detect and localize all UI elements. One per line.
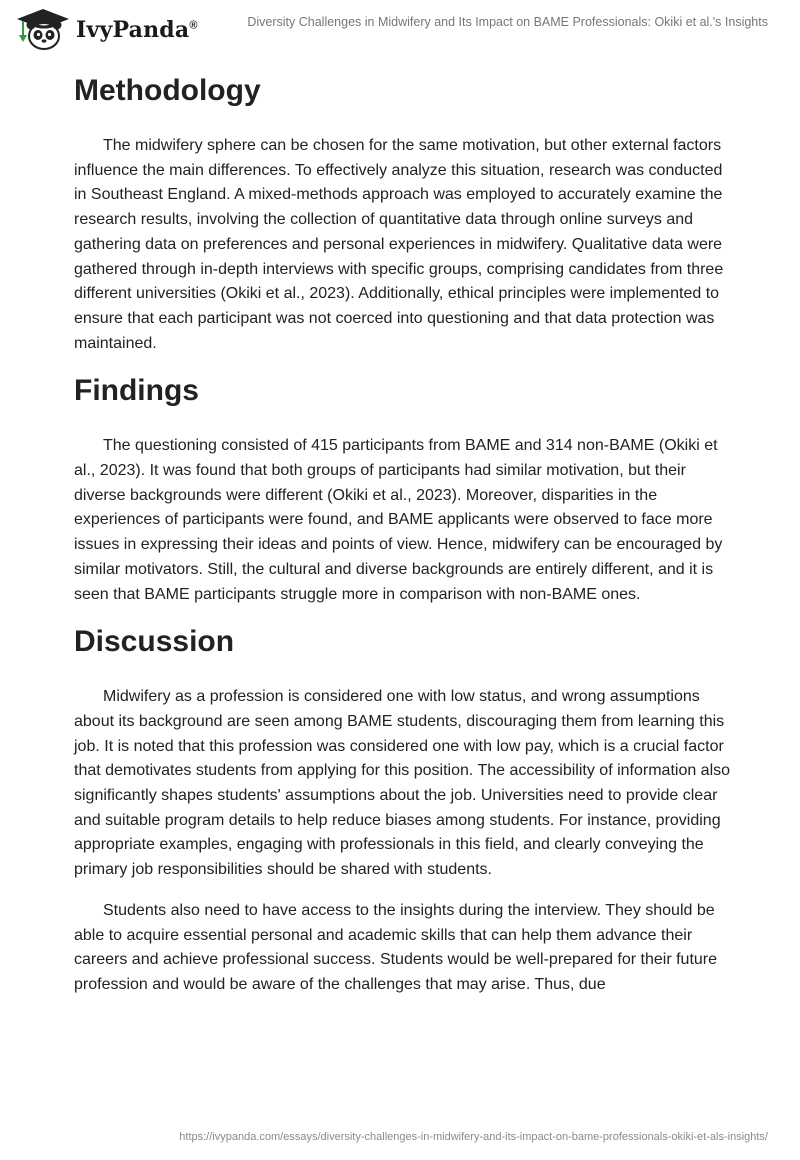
section-heading: Discussion (74, 625, 235, 659)
source-url[interactable]: https://ivypanda.com/essays/diversity-challenges-in-midwifery-and-its-impact-on-bame-professionals-okiki-et-als-insights/ (179, 1131, 768, 1143)
document-title: Diversity Challenges in Midwifery and Its Impact on BAME Professionals: Okiki et al.'s Insights (247, 15, 768, 29)
registered-mark: ® (189, 19, 198, 32)
paragraph: Midwifery as a profession is considered one with low status, and wrong assumptions about its background are seen among BAME students, discouraging them from learning this job. It is noted that this profession was considered one with low pay, which is a crucial factor that demotivates students from applying for this position. The accessibility of information also significantly shapes students' assumptions about the job. Universities need to provide clear and suitable program details to help reduce biases among students. For instance, providing appropriate examples, engaging with professionals in this field, and clearly conveying the primary job responsibilities should be shared with students. (74, 688, 731, 879)
page-header (0, 0, 800, 60)
paragraph: The questioning consisted of 415 participants from BAME and 314 non-BAME (Okiki et al., 2023). It was found that both groups of participants had similar motivation, but their diverse backgrounds were different (Okiki et al., 2023). Moreover, disparities in the experiences of participants were found, and BAME applicants were observed to face more issues in expressing their ideas and points of view. Hence, midwifery can be encouraged by similar motivators. Still, the cultural and diverse backgrounds are entirely different, and it is seen that BAME participants struggle more in comparison with non-BAME ones. (74, 437, 723, 603)
essay-body (74, 68, 734, 998)
section-methodology (74, 68, 734, 356)
section-heading: Findings (74, 374, 199, 408)
section-heading: Methodology (74, 74, 261, 107)
section-discussion (74, 619, 734, 997)
panda-graduation-cap-icon (14, 8, 72, 52)
brand-logo[interactable] (14, 8, 198, 52)
brand-name: IvyPanda® (76, 17, 198, 43)
section-findings (74, 368, 734, 607)
paragraph: The midwifery sphere can be chosen for the same motivation, but other external factors influence the main differences. To effectively analyze this situation, research was conducted in Southeast England. A mixed-methods approach was employed to accurately examine the research results, involving the collection of quantitative data through online surveys and gathering data on preferences and personal experiences in midwifery. Qualitative data were gathered through in-depth interviews with specific groups, comprising candidates from three different universities (Okiki et al., 2023). Additionally, ethical principles were implemented to ensure that each participant was not coerced into questioning and that data protection was maintained. (74, 137, 724, 352)
paragraph: Students also need to have access to the insights during the interview. They should be able to acquire essential personal and academic skills that can help them advance their careers and achieve professional success. Students would be well-prepared for their future profession and would be aware of the challenges that may arise. Thus, due (74, 901, 718, 993)
